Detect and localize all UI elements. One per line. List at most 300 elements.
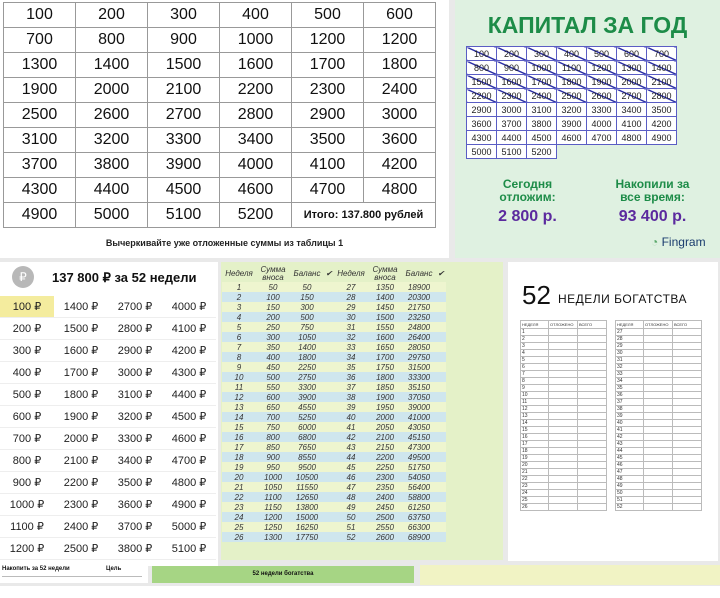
value-cell: 1500 — [368, 312, 402, 322]
week-number: 41 — [616, 427, 644, 434]
saved-cell — [549, 364, 578, 371]
amount-cell: 1200 — [292, 28, 364, 53]
value-cell: 1300 — [256, 532, 290, 542]
value-cell: 950 — [256, 462, 290, 472]
grid-row — [467, 103, 677, 117]
amount-cell: 1800 — [364, 53, 436, 78]
total-cell — [578, 371, 607, 378]
table-row — [4, 103, 436, 128]
week-number: 32 — [616, 364, 644, 371]
value-cell: 2750 — [290, 372, 324, 382]
value-cell: 7650 — [290, 442, 324, 452]
total-cell — [578, 490, 607, 497]
value-cell — [436, 332, 446, 342]
grid-cell: 2100 — [647, 75, 677, 89]
value-cell — [324, 302, 334, 312]
value-cell — [324, 322, 334, 332]
saved-cell — [644, 427, 673, 434]
grid-row — [467, 117, 677, 131]
total-cell — [578, 448, 607, 455]
grid-cell: 2200 — [467, 89, 497, 103]
total-cell — [673, 490, 702, 497]
amount-cell: 3500 — [292, 128, 364, 153]
header-cell: Неделя — [337, 268, 365, 278]
value-cell: 39 — [334, 402, 368, 412]
grid-cell: 700 — [647, 47, 677, 61]
week-number: 51 — [616, 497, 644, 504]
table-row — [222, 402, 446, 412]
weeks-row — [616, 357, 702, 364]
value-cell: 38 — [334, 392, 368, 402]
amount-cell: 4900 — [4, 203, 76, 228]
amount-cell: 2000 — [76, 78, 148, 103]
saved-cell — [549, 427, 578, 434]
table-row — [222, 482, 446, 492]
grid-cell: 300 — [527, 47, 557, 61]
total-cell — [673, 406, 702, 413]
total-cell — [673, 329, 702, 336]
value-cell: 2150 — [368, 442, 402, 452]
value-cell: 11550 — [290, 482, 324, 492]
week-number: 7 — [521, 371, 549, 378]
value-cell: 49 — [334, 502, 368, 512]
saved-cell — [549, 385, 578, 392]
value-cell: 58800 — [402, 492, 436, 502]
week-number: 49 — [616, 483, 644, 490]
value-cell: 28 — [334, 292, 368, 302]
weeks-table-left — [520, 320, 607, 511]
saved-cell — [549, 504, 578, 511]
total-cell — [673, 476, 702, 483]
total-cell — [673, 504, 702, 511]
saved-cell — [644, 406, 673, 413]
value-cell: 11 — [222, 382, 256, 392]
header-cell: ✔ — [325, 268, 333, 278]
amount-cell: 1800 ₽ — [54, 384, 108, 406]
week-number: 11 — [521, 399, 549, 406]
total-cell — [673, 497, 702, 504]
total-cell — [673, 343, 702, 350]
saved-cell — [644, 385, 673, 392]
value-cell — [436, 442, 446, 452]
value-cell — [436, 402, 446, 412]
total-cell — [578, 350, 607, 357]
panel3-header: 137 800 ₽ за 52 недели — [52, 270, 197, 285]
total-cell — [578, 385, 607, 392]
weeks-row — [521, 378, 607, 385]
saved-cell — [644, 476, 673, 483]
value-cell — [436, 362, 446, 372]
amount-cell: 2300 — [292, 78, 364, 103]
value-cell — [324, 482, 334, 492]
value-cell — [436, 472, 446, 482]
grid-cell: 1400 — [647, 61, 677, 75]
week-number: 37 — [616, 399, 644, 406]
bottom-strip-yellow — [420, 565, 720, 585]
value-cell — [436, 502, 446, 512]
total-cell — [578, 329, 607, 336]
amount-cell: 4800 — [364, 178, 436, 203]
saved-cell — [644, 462, 673, 469]
value-cell: 29 — [334, 302, 368, 312]
amount-cell: 4100 ₽ — [162, 318, 216, 340]
week-number: 34 — [616, 378, 644, 385]
saved-cell — [644, 343, 673, 350]
value-cell — [436, 322, 446, 332]
value-cell: 30 — [334, 312, 368, 322]
value-cell: 1050 — [290, 332, 324, 342]
value-cell: 7 — [222, 342, 256, 352]
amount-cell: 4000 — [220, 153, 292, 178]
amount-cell: 3300 — [148, 128, 220, 153]
amount-cell: 1400 — [76, 53, 148, 78]
table-row — [222, 412, 446, 422]
value-cell: 40 — [334, 412, 368, 422]
value-cell: 1750 — [368, 362, 402, 372]
grid-row — [467, 131, 677, 145]
value-cell: 6000 — [290, 422, 324, 432]
value-cell: 400 — [256, 352, 290, 362]
value-cell — [324, 462, 334, 472]
amount-cell: 5100 ₽ — [162, 538, 216, 560]
value-cell — [436, 482, 446, 492]
weeks-row — [616, 343, 702, 350]
amount-cell: 1000 ₽ — [0, 494, 54, 516]
saved-cell — [644, 371, 673, 378]
saved-cell — [644, 329, 673, 336]
savings-table-panel — [0, 0, 449, 258]
value-cell: 8550 — [290, 452, 324, 462]
weeks-row — [521, 476, 607, 483]
value-cell: 2000 — [368, 412, 402, 422]
total-cell — [578, 364, 607, 371]
table-row — [222, 472, 446, 482]
amount-cell: 3800 ₽ — [108, 538, 162, 560]
table-row — [222, 442, 446, 452]
weeks-number: 52 — [522, 280, 551, 310]
value-cell: 21 — [222, 482, 256, 492]
grid-cell: 400 — [557, 47, 587, 61]
weeks-row — [521, 357, 607, 364]
weeks-row — [521, 336, 607, 343]
amount-cell: 4300 — [4, 178, 76, 203]
header-cell: Сумма вноса — [372, 264, 398, 282]
weeks-row — [521, 497, 607, 504]
value-cell — [324, 402, 334, 412]
amount-cell: 3600 — [364, 128, 436, 153]
table-row — [222, 392, 446, 402]
weeks-row — [521, 434, 607, 441]
value-cell: 1550 — [368, 322, 402, 332]
value-cell: 34 — [334, 352, 368, 362]
value-cell: 300 — [290, 302, 324, 312]
total-cell — [578, 497, 607, 504]
total-cell — [578, 469, 607, 476]
value-cell: 14 — [222, 412, 256, 422]
total-cell — [673, 413, 702, 420]
week-number: 6 — [521, 364, 549, 371]
amount-cell: 1500 ₽ — [54, 318, 108, 340]
week-number: 20 — [521, 462, 549, 469]
week-number: 10 — [521, 392, 549, 399]
value-cell — [436, 282, 446, 292]
weeks-header-cell: НЕДЕЛЯ — [521, 321, 549, 329]
header-cell: Сумма вноса — [260, 264, 286, 282]
value-cell: 1850 — [368, 382, 402, 392]
saved-cell — [644, 357, 673, 364]
grid-cell: 3100 — [527, 103, 557, 117]
amount-cell: 3500 ₽ — [108, 472, 162, 494]
weeks-row — [521, 413, 607, 420]
amount-cell: 200 — [76, 3, 148, 28]
amount-cell: 1700 ₽ — [54, 362, 108, 384]
value-cell: 1800 — [368, 372, 402, 382]
header-cell: Неделя — [225, 268, 253, 278]
grid-cell: 1900 — [587, 75, 617, 89]
saved-cell — [644, 413, 673, 420]
amount-cell: 2800 ₽ — [108, 318, 162, 340]
table-row — [222, 452, 446, 462]
table-row — [222, 512, 446, 522]
value-cell: 13 — [222, 402, 256, 412]
week-number: 13 — [521, 413, 549, 420]
amount-cell: 2400 — [364, 78, 436, 103]
strip-title: Накопить за 52 недели — [2, 566, 70, 572]
grid-row — [467, 61, 677, 75]
saved-cell — [644, 378, 673, 385]
value-cell: 2550 — [368, 522, 402, 532]
table-row — [222, 502, 446, 512]
value-cell: 1700 — [368, 352, 402, 362]
grid-cell: 2400 — [527, 89, 557, 103]
saved-cell — [644, 455, 673, 462]
saved-cell — [644, 350, 673, 357]
value-cell — [324, 362, 334, 372]
bottom-strip-green — [152, 566, 414, 583]
grid-cell: 4800 — [617, 131, 647, 145]
weeks-row — [521, 483, 607, 490]
capital-grid — [466, 46, 677, 159]
week-number: 23 — [521, 483, 549, 490]
value-cell: 43 — [334, 442, 368, 452]
week-number: 8 — [521, 378, 549, 385]
weeks-row — [616, 483, 702, 490]
value-cell: 850 — [256, 442, 290, 452]
value-cell: 51750 — [402, 462, 436, 472]
grid-cell: 3300 — [587, 103, 617, 117]
header-cell: ✔ — [437, 268, 445, 278]
value-cell — [324, 502, 334, 512]
value-cell — [324, 422, 334, 432]
table-row — [4, 128, 436, 153]
weeks-row — [521, 441, 607, 448]
value-cell: 200 — [256, 312, 290, 322]
grid-cell: 800 — [467, 61, 497, 75]
value-cell: 150 — [256, 302, 290, 312]
value-cell: 2450 — [368, 502, 402, 512]
amount-cell: 600 ₽ — [0, 406, 54, 428]
saved-cell — [644, 420, 673, 427]
amount-cell: 500 ₽ — [0, 384, 54, 406]
value-cell: 10500 — [290, 472, 324, 482]
weeks-row — [521, 427, 607, 434]
amount-cell: 3400 — [220, 128, 292, 153]
value-cell: 5250 — [290, 412, 324, 422]
saved-cell — [549, 469, 578, 476]
value-cell: 23 — [222, 502, 256, 512]
total-cell — [673, 392, 702, 399]
value-cell: 300 — [256, 332, 290, 342]
amount-cell: 4600 — [220, 178, 292, 203]
grid-cell: 4300 — [467, 131, 497, 145]
week-number: 47 — [616, 469, 644, 476]
value-cell: 150 — [290, 292, 324, 302]
value-cell: 750 — [290, 322, 324, 332]
amount-cell: 4300 ₽ — [162, 362, 216, 384]
fingram-icon: ◔ — [651, 235, 659, 249]
grid-cell: 3600 — [467, 117, 497, 131]
grid-cell: 3800 — [527, 117, 557, 131]
value-cell: 23250 — [402, 312, 436, 322]
value-cell: 4 — [222, 312, 256, 322]
table-row — [0, 318, 216, 340]
weeks-row — [521, 392, 607, 399]
amount-cell: 4700 — [292, 178, 364, 203]
table-row — [0, 516, 216, 538]
total-cell — [578, 441, 607, 448]
grid-cell: 4400 — [497, 131, 527, 145]
table-row — [0, 472, 216, 494]
table-row — [0, 406, 216, 428]
value-cell: 52 — [334, 532, 368, 542]
grid-cell: 4600 — [557, 131, 587, 145]
total-cell — [673, 420, 702, 427]
value-cell: 15000 — [290, 512, 324, 522]
capital-title: КАПИТАЛ ЗА ГОД — [487, 12, 688, 38]
weeks-row — [616, 413, 702, 420]
amount-cell: 800 — [76, 28, 148, 53]
grid-cell: 200 — [497, 47, 527, 61]
value-cell: 25 — [222, 522, 256, 532]
total-cell — [578, 413, 607, 420]
amount-cell: 1600 ₽ — [54, 340, 108, 362]
week-number: 21 — [521, 469, 549, 476]
amount-cell: 200 ₽ — [0, 318, 54, 340]
value-cell: 27 — [334, 282, 368, 292]
value-cell — [324, 382, 334, 392]
amount-cell: 5200 — [220, 203, 292, 228]
week-number: 40 — [616, 420, 644, 427]
total-cell — [578, 427, 607, 434]
amount-cell: 5000 — [76, 203, 148, 228]
week-number: 28 — [616, 336, 644, 343]
amount-cell: 2200 ₽ — [54, 472, 108, 494]
grid-cell: 2900 — [467, 103, 497, 117]
header-cell: Баланс — [405, 268, 433, 278]
value-cell: 2 — [222, 292, 256, 302]
weeks-row — [521, 462, 607, 469]
table-row — [0, 428, 216, 450]
amount-cell: 2700 ₽ — [108, 296, 162, 318]
value-cell: 550 — [256, 382, 290, 392]
weeks-row — [616, 504, 702, 511]
grid-cell: 4700 — [587, 131, 617, 145]
value-cell — [324, 452, 334, 462]
week-number: 38 — [616, 406, 644, 413]
amount-cell: 700 — [4, 28, 76, 53]
grid-cell: 1700 — [527, 75, 557, 89]
value-cell: 250 — [256, 322, 290, 332]
weeks-row — [616, 399, 702, 406]
value-cell: 500 — [256, 372, 290, 382]
amount-cell: 2000 ₽ — [54, 428, 108, 450]
table-row — [0, 384, 216, 406]
weeks-header-cell: ОТЛОЖЕНО — [549, 321, 578, 329]
amount-cell: 5100 — [148, 203, 220, 228]
value-cell: 16 — [222, 432, 256, 442]
week-number: 16 — [521, 434, 549, 441]
weeks-row — [616, 420, 702, 427]
grid-cell: 4900 — [647, 131, 677, 145]
value-cell: 42 — [334, 432, 368, 442]
table-row — [222, 432, 446, 442]
value-cell: 21750 — [402, 302, 436, 312]
grid-cell: 4200 — [647, 117, 677, 131]
total-cell — [578, 357, 607, 364]
total-cell — [673, 427, 702, 434]
weeks-row — [616, 378, 702, 385]
value-cell: 18900 — [402, 282, 436, 292]
amount-cell: 3800 — [76, 153, 148, 178]
value-cell — [436, 382, 446, 392]
week-number: 2 — [521, 336, 549, 343]
saved-cell — [644, 399, 673, 406]
value-cell: 6800 — [290, 432, 324, 442]
weeks-row — [521, 406, 607, 413]
grid-cell: 2000 — [617, 75, 647, 89]
amount-cell: 1600 — [220, 53, 292, 78]
amount-cell: 4700 ₽ — [162, 450, 216, 472]
value-cell: 37050 — [402, 392, 436, 402]
weeks-row — [616, 462, 702, 469]
total-cell — [673, 336, 702, 343]
week-number: 25 — [521, 497, 549, 504]
value-cell: 37 — [334, 382, 368, 392]
saved-cell — [644, 336, 673, 343]
value-cell: 3300 — [290, 382, 324, 392]
total-cell — [673, 371, 702, 378]
amount-cell: 2200 — [220, 78, 292, 103]
table-note: Вычеркивайте уже отложенные суммы из таблицы 1 — [105, 238, 344, 248]
grid-cell: 2800 — [647, 89, 677, 103]
value-cell: 43050 — [402, 422, 436, 432]
amount-cell: 2800 — [220, 103, 292, 128]
amount-cell: 4500 ₽ — [162, 406, 216, 428]
amount-cell: 2700 — [148, 103, 220, 128]
weeks-header-cell: ВСЕГО — [578, 321, 607, 329]
value-cell — [436, 462, 446, 472]
saved-cell — [549, 497, 578, 504]
week-number: 52 — [616, 504, 644, 511]
table-row — [4, 153, 436, 178]
value-cell: 5 — [222, 322, 256, 332]
grid-cell: 2500 — [557, 89, 587, 103]
amount-cell: 4800 ₽ — [162, 472, 216, 494]
value-cell: 350 — [256, 342, 290, 352]
value-cell — [436, 302, 446, 312]
week-number: 4 — [521, 350, 549, 357]
value-cell: 54050 — [402, 472, 436, 482]
